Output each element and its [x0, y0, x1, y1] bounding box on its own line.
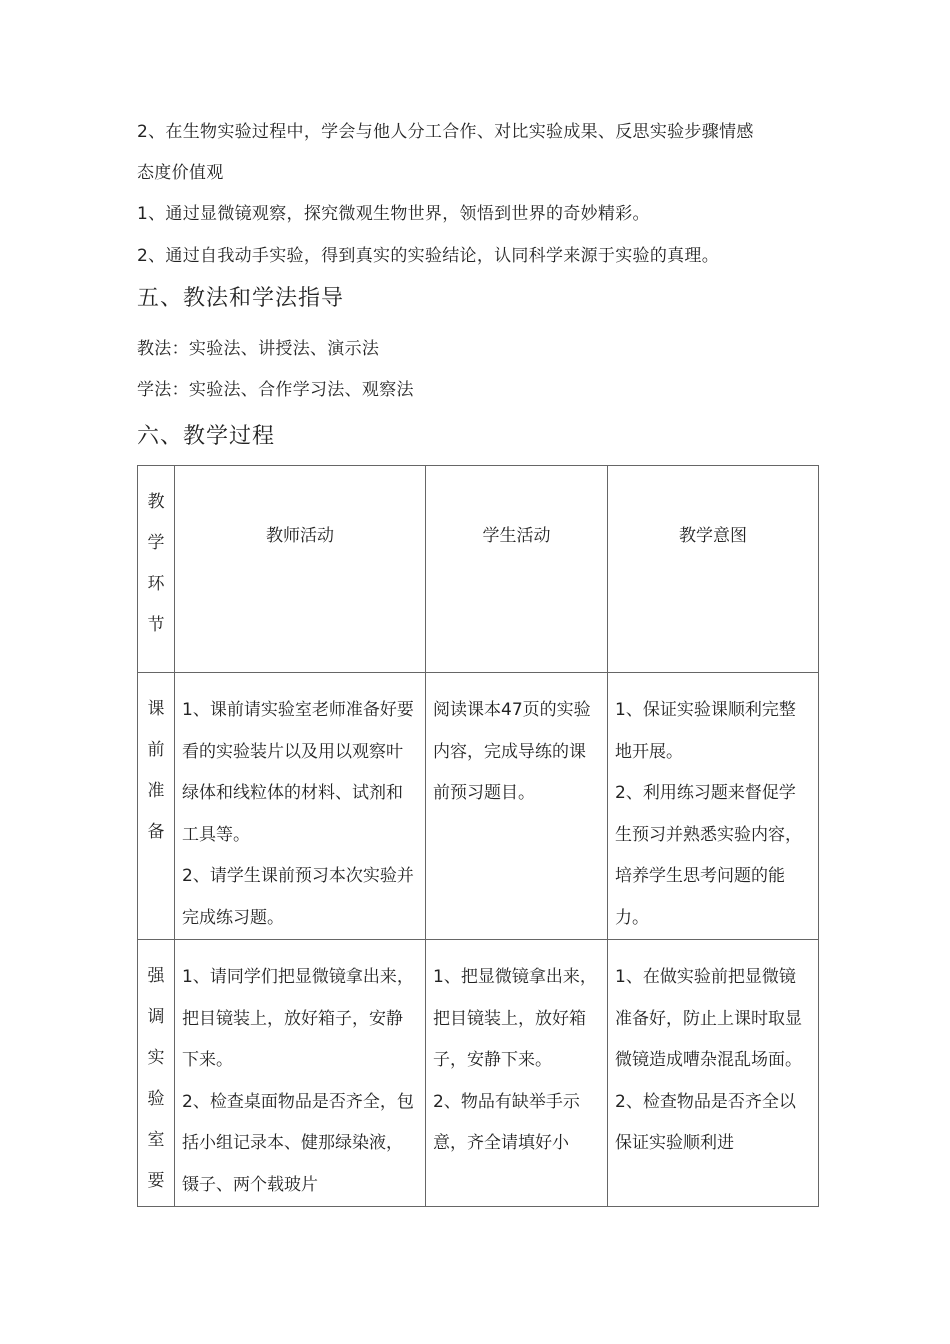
teaching-process-table: [137, 465, 819, 1207]
stage-char: 备: [147, 822, 165, 842]
student-activity-text: 1、把显微镜拿出来，把目镜装上，放好箱子，安静下来。: [433, 967, 597, 1070]
teaching-intent-text: 1、保证实验课顺利完整地开展。: [615, 700, 796, 762]
section-heading-process: 六、教学过程: [137, 424, 276, 449]
teaching-intent-cell: [608, 940, 819, 1207]
paragraph-cooperation: 2、在生物实验过程中，学会与他人分工合作、对比实验成果、反思实验步骤情感: [137, 122, 754, 142]
student-activity-text: 2、物品有缺举手示意，齐全请填好小: [433, 1091, 580, 1153]
header-teacher-cell: [175, 466, 426, 673]
stage-char: 实: [147, 1048, 165, 1068]
header-intent-label: 教学意图: [679, 526, 747, 546]
learning-method: 学法：实验法、合作学习法、观察法: [137, 380, 414, 400]
teacher-activity-text: 2、请学生课前预习本次实验并完成练习题。: [182, 866, 414, 928]
table-row: [138, 673, 819, 940]
header-student-cell: [426, 466, 608, 673]
stage-char: 室: [147, 1130, 165, 1150]
student-activity-text: 阅读课本47页的实验内容，完成导练的课前预习题目。: [433, 700, 591, 803]
student-activity-cell: [426, 940, 608, 1207]
stage-char: 课: [147, 699, 165, 719]
teacher-activity-text: 1、课前请实验室老师准备好要看的实验装片以及用以观察叶绿体和线粒体的材料、试剂和工具等。: [182, 700, 414, 845]
teacher-activity-cell: [175, 673, 426, 940]
teaching-intent-text: 1、在做实验前把显微镜准备好，防止上课时取显微镜造成嘈杂混乱场面。: [615, 967, 802, 1070]
teacher-activity-text: 2、检查桌面物品是否齐全，包括小组记录本、健那绿染液，镊子、两个载玻片: [182, 1091, 414, 1195]
header-stage-char: 教: [147, 492, 165, 512]
stage-char: 要: [147, 1171, 165, 1191]
stage-char: 强: [147, 966, 165, 986]
stage-char: 调: [147, 1007, 165, 1027]
paragraph-experiment: 2、通过自我动手实验，得到真实的实验结论，认同科学来源于实验的真理。: [137, 246, 720, 266]
teacher-activity-text: 1、请同学们把显微镜拿出来，把目镜装上，放好箱子，安静下来。: [182, 967, 414, 1070]
stage-cell: [138, 673, 175, 940]
teaching-method: 教法：实验法、讲授法、演示法: [137, 339, 380, 359]
header-intent-cell: [608, 466, 819, 673]
header-student-label: 学生活动: [482, 526, 551, 546]
header-stage-cell: [138, 466, 175, 673]
header-teacher-label: 教师活动: [266, 526, 334, 546]
header-stage-char: 节: [147, 615, 165, 635]
header-stage-char: 学: [147, 533, 165, 553]
teacher-activity-cell: [175, 940, 426, 1207]
paragraph-microscope: 1、通过显微镜观察，探究微观生物世界，领悟到世界的奇妙精彩。: [137, 204, 650, 224]
teaching-intent-text: 2、检查物品是否齐全以保证实验顺利进: [615, 1091, 796, 1153]
header-stage-char: 环: [147, 574, 165, 594]
table-row: [138, 940, 819, 1207]
student-activity-cell: [426, 673, 608, 940]
stage-char: 验: [147, 1089, 165, 1109]
stage-cell: [138, 940, 175, 1207]
paragraph-attitude-title: 态度价值观: [137, 163, 224, 183]
teaching-intent-text: 2、利用练习题来督促学生预习并熟悉实验内容，培养学生思考问题的能力。: [615, 783, 802, 928]
table-header-row: [138, 466, 819, 673]
section-heading-methods: 五、教法和学法指导: [137, 286, 345, 311]
stage-char: 前: [147, 740, 165, 760]
teaching-intent-cell: [608, 673, 819, 940]
stage-char: 准: [147, 781, 165, 801]
